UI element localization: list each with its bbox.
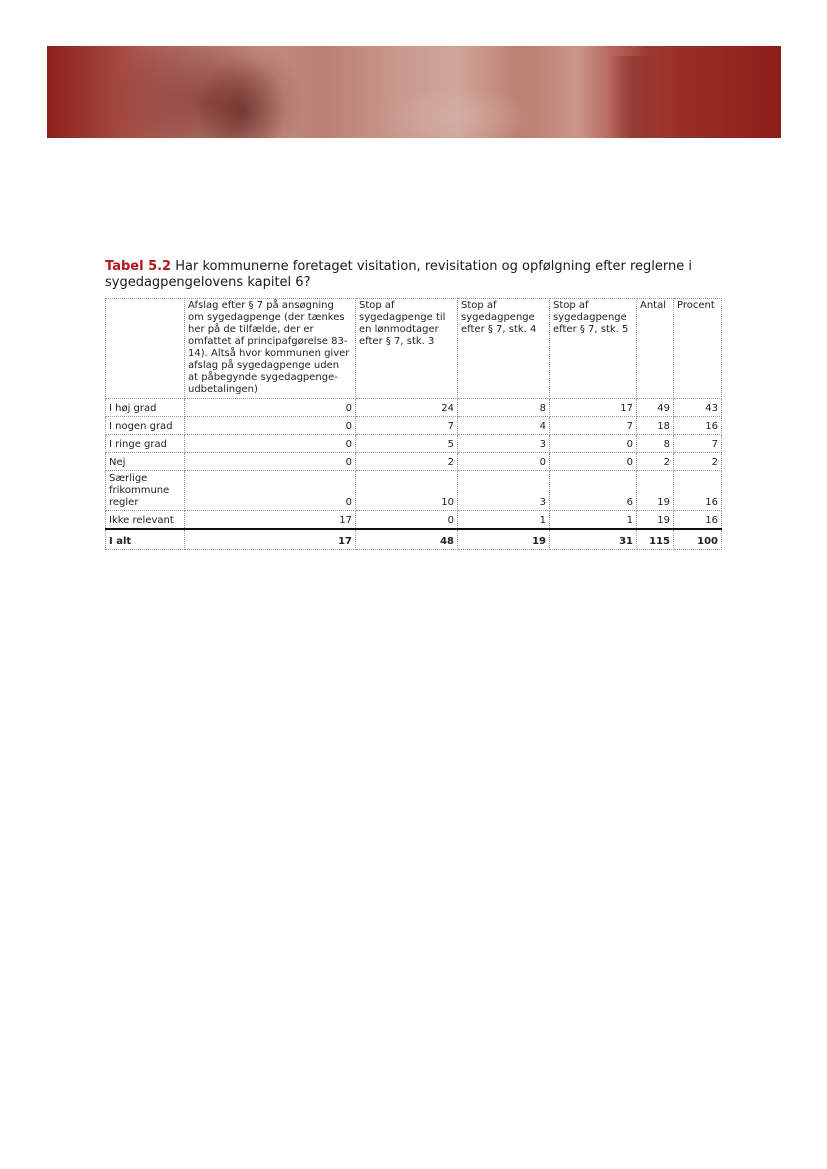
- table-row: [106, 471, 722, 511]
- header-cell: Antal: [637, 299, 674, 399]
- table-row: [106, 417, 722, 435]
- table-cell: 16: [674, 417, 722, 435]
- total-cell: 19: [458, 529, 550, 550]
- table-cell: 18: [637, 417, 674, 435]
- table-cell: 3: [458, 471, 550, 511]
- table-cell: 24: [356, 399, 458, 417]
- table-cell: 0: [185, 417, 356, 435]
- header-cell: Afslag efter § 7 på ansøgning om sygedagpenge (der tænkes her på de tilfælde, der er omfattet af principafgørelse 83-14). Altså hvor kommunen giver afslag på sygedagpenge uden at påbegynde sygedagpenge- udbetalingen): [185, 299, 356, 399]
- table-cell: 49: [637, 399, 674, 417]
- table-cell: 2: [674, 453, 722, 471]
- table-cell: 0: [356, 511, 458, 530]
- header-cell: Stop af sygedagpenge til en lønmodtager efter § 7, stk. 3: [356, 299, 458, 399]
- table-cell: 0: [185, 471, 356, 511]
- table-cell: 3: [458, 435, 550, 453]
- total-cell: 100: [674, 529, 722, 550]
- row-label: Nej: [106, 453, 185, 471]
- row-label: I høj grad: [106, 399, 185, 417]
- table-row: [106, 399, 722, 417]
- table-cell: 2: [637, 453, 674, 471]
- table-cell: 16: [674, 511, 722, 530]
- table-row: [106, 511, 722, 530]
- table-cell: 7: [356, 417, 458, 435]
- table-cell: 4: [458, 417, 550, 435]
- table-row: [106, 435, 722, 453]
- data-table: [105, 298, 722, 550]
- table-cell: 43: [674, 399, 722, 417]
- header-cell: Stop af sygedagpenge efter § 7, stk. 5: [550, 299, 637, 399]
- table-cell: 7: [550, 417, 637, 435]
- table-cell: 6: [550, 471, 637, 511]
- table-cell: 1: [458, 511, 550, 530]
- header-cell: [106, 299, 185, 399]
- total-label: I alt: [106, 529, 185, 550]
- table-cell: 0: [185, 399, 356, 417]
- header-cell: Procent: [674, 299, 722, 399]
- table-cell: 0: [185, 435, 356, 453]
- table-cell: 1: [550, 511, 637, 530]
- table-cell: 5: [356, 435, 458, 453]
- table-caption: [105, 259, 725, 291]
- table-cell: 2: [356, 453, 458, 471]
- header-row: [106, 299, 722, 399]
- table-cell: 0: [550, 453, 637, 471]
- row-label: Ikke relevant: [106, 511, 185, 530]
- table-cell: 19: [637, 471, 674, 511]
- table-row: [106, 453, 722, 471]
- total-row: [106, 529, 722, 550]
- table-cell: 0: [458, 453, 550, 471]
- total-cell: 48: [356, 529, 458, 550]
- row-label: I ringe grad: [106, 435, 185, 453]
- table-cell: 16: [674, 471, 722, 511]
- header-cell: Stop af sygedagpenge efter § 7, stk. 4: [458, 299, 550, 399]
- row-label: Særlige frikommune regler: [106, 471, 185, 511]
- table-cell: 10: [356, 471, 458, 511]
- table-cell: 17: [185, 511, 356, 530]
- total-cell: 31: [550, 529, 637, 550]
- table-cell: 8: [458, 399, 550, 417]
- table-cell: 7: [674, 435, 722, 453]
- row-label: I nogen grad: [106, 417, 185, 435]
- table-cell: 0: [185, 453, 356, 471]
- total-cell: 17: [185, 529, 356, 550]
- table-title: Har kommunerne foretaget visitation, revisitation og opfølgning efter reglerne i sygedagpengelovens kapitel 6?: [105, 259, 693, 290]
- table-label: Tabel 5.2: [105, 259, 172, 274]
- header-banner-image: [47, 46, 781, 138]
- table-cell: 0: [550, 435, 637, 453]
- total-cell: 115: [637, 529, 674, 550]
- table-cell: 17: [550, 399, 637, 417]
- table-cell: 8: [637, 435, 674, 453]
- table-cell: 19: [637, 511, 674, 530]
